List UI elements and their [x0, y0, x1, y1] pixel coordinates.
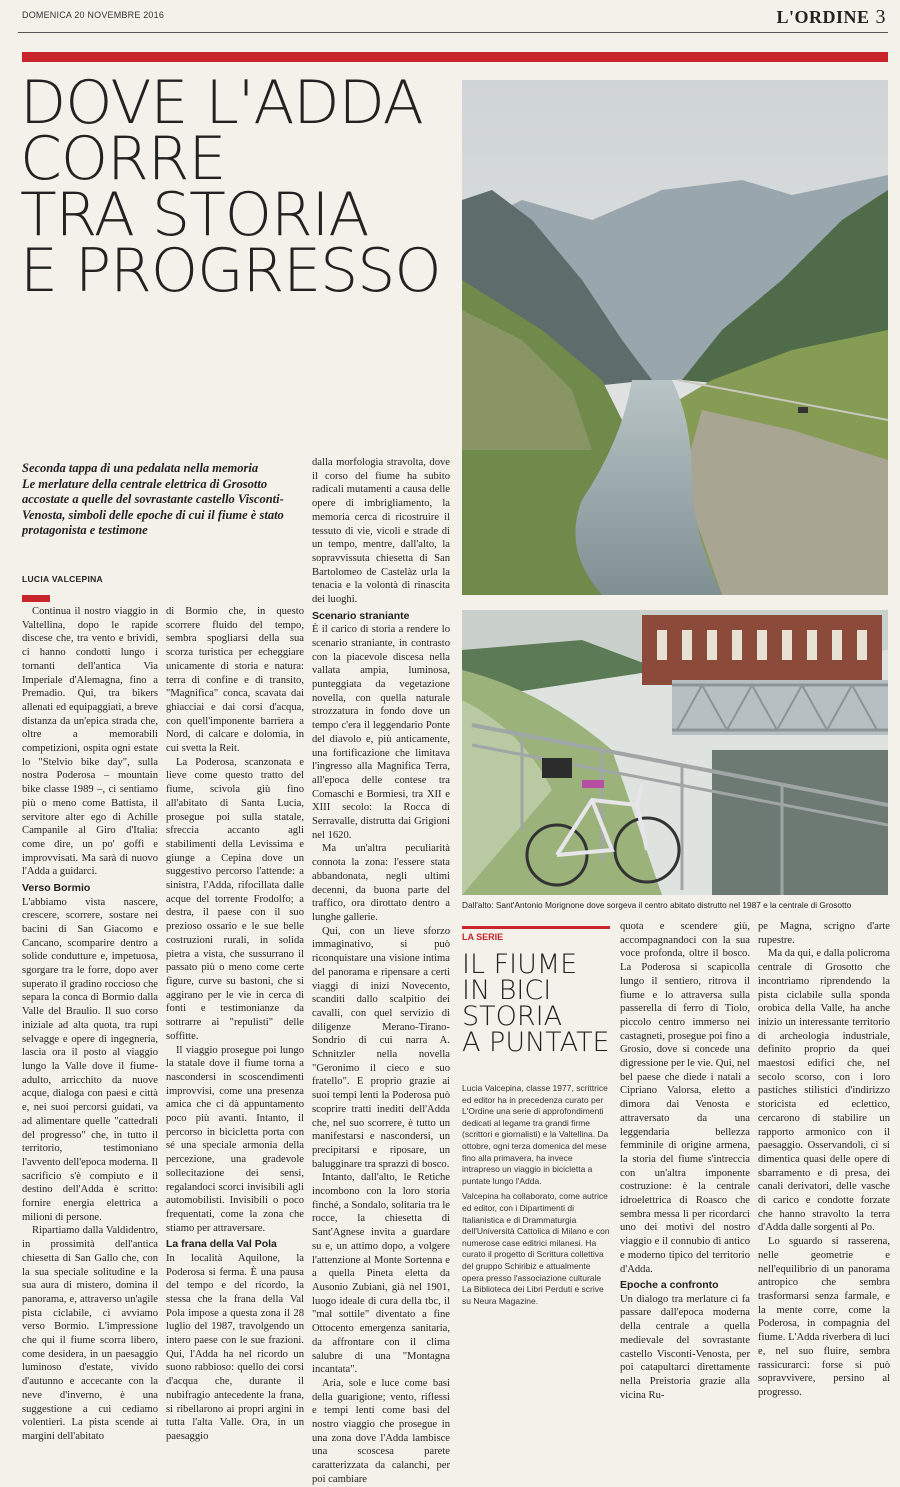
subheading: Scenario straniante: [312, 609, 410, 622]
byline-marker: [22, 595, 50, 602]
paragraph: In località Aquilone, la Poderosa si ferma. È una pausa del tempo e del ricordo, la stessa che la frana della Val Pola impose a questa zona il 28 luglio del 1987, travolgendo un intero paese con le sue frazioni. Qui, l'Adda ha nel ricordo un suono rabbioso: quello dei corsi d'acqua che, durante il nubifragio antecedente la frana, si ribellarono ai propri argini in tutta l'alta Valle. Ora, in un paesaggio: [166, 1252, 304, 1442]
series-headline-line: IN BICI: [462, 975, 552, 1006]
paragraph: Il viaggio prosegue poi lungo la statale dove il fiume torna a nascondersi in scoscendimenti improvvisi, come una presenza amica che ci dà appuntamento poco più avanti. Intanto, il percorso in bicicletta porta con sé una speciale armonia della percezione, una gradevole sollecitazione dei sensi, regalandoci scorci invisibili agli automobilisti. Invisibili o poco frequentati, come la zona che stiamo per attraversare.: [166, 1044, 304, 1234]
valley-river-photo: [462, 80, 888, 595]
article-column-2: [166, 605, 304, 1444]
series-headline-line: A PUNTATE: [462, 1027, 610, 1058]
dateline: DOMENICA 20 NOVEMBRE 2016: [22, 10, 165, 20]
series-headline-line: IL FIUME: [462, 949, 578, 980]
series-headline: [462, 949, 612, 1058]
article-column-1: [22, 605, 158, 1444]
series-body: [462, 1083, 612, 1311]
byline: LUCIA VALCEPINA: [22, 574, 103, 584]
paragraph: Continua il nostro viaggio in Valtellina, dopo le rapide discese che, tra vento e brividi, ci hanno condotti lungo i tornanti dell'antica Via Imperiale d'Alemagna, fino a Premadio. Qui, tra bikers allenati ed equipaggiati, a breve distanza da un'epica strada che, oltre a memorabili competizioni, ospita ogni estate lo "Stelvio bike day", sulla nostra Poderosa – mountain bike classe 1989 –, ci sentiamo più o meno come Battista, il servitore alter ego di Achille Campanile al Giro d'Italia: come dire, un po' goffi e improvvisati. Ma sarà di nuovo l'Adda a guidarci.: [22, 606, 158, 878]
paragraph: L'abbiamo vista nascere, crescere, scorrere, sostare nei bacini di San Giacomo e Cancano, scomparire dentro a solide condutture e, impetuosa, sgorgare tra le forre, dopo aver superato il gradino roccioso che separa la conca di Bormio dalla Valle del Braulio. Il suo corso iniziale ad alta quota, tra rupi selvagge e opere di ingegneria, lascia ora il posto al viaggio lungo la Valle dove il fiume-adulto, arricchito da nuove acque, dialoga con paesi e città e, nei suoi percorsi guidati, va ad alimentare quelle "cattedrali del progresso" che, in tutto il territorio, testimoniano l'avvento dell'epoca moderna. Il sacrificio s'è compiuto e il destino dell'Adda è scritto: fornire energia elettrica a milioni di persone.: [22, 896, 158, 1223]
paragraph: Un dialogo tra merlature ci fa passare dall'epoca moderna della centrale a quella medievale del sovrastante castello Visconti-Venosta, per poi catapultarci direttamente nella Preistoria grazie alla vicina Ru-: [620, 1293, 750, 1401]
valley-river-image: [462, 80, 888, 595]
masthead: [776, 6, 886, 29]
paragraph: È il carico di storia a rendere lo scenario straniante, in contrasto con la piacevole discesa nella vallata ampia, luminosa, punteggiata da vegetazione novella, con quella naturale strozzatura in fondo dove un tempo c'era il leggendario Ponte del diavolo e, più anticamente, una fortificazione che limitava l'ingresso alla Magnifica Terra, all'epoca delle contese tra Comaschi e Bormiesi, tra XII e XIII secolo: la Rocca di Serravalle, distrutta dai Grigioni nel 1620.: [312, 624, 450, 841]
deck: [22, 461, 310, 539]
header-rule: [18, 32, 888, 33]
paragraph: Qui, con un lieve sforzo immaginativo, si può riconquistare una visione intima del panorama e ripensare a certi viaggi di inizi Novecento, scanditi dallo scalpitio dei cavalli, con quel servizio di diligenze Merano-Tirano-Sondrio di cui narra A. Schnitzler nella novella "Geronimo il cieco e suo fratello". E proprio grazie ai suoi tempi lenti la Poderosa può scoprire tratti inediti dell'Adda che, nel suo scorrere, è tutto un manifestarsi e nascondersi, un precipitarsi e riposare, un balugginare tra sprazzi di bosco.: [312, 925, 450, 1170]
article-column-6: [758, 920, 890, 1400]
paragraph: di Bormio che, in questo scorrere fluido del tempo, sembra spogliarsi della sua scorza turistica per echeggiare unicamente di storia e natura: terra di confine e di transito, "Magnifica" conca, scavata dai ghiacciai e dai corsi d'acqua, con quell'imponente barriera a Nord, di calcare e dolomia, in cui svetta la Reit.: [166, 606, 304, 755]
photo-caption: Dall'alto: Sant'Antonio Morignone dove sorgeva il centro abitato distrutto nel 1987 e la centrale di Grosotto: [462, 900, 852, 910]
page-number: 3: [875, 6, 886, 28]
headline: [20, 68, 450, 306]
paragraph: Ma da qui, e dalla policroma centrale di Grosotto che incontriamo riprendendo la pista ciclabile sulla sponda orobica della Valle, ha anche inizio un interessante territorio di archeologia industriale, definito proprio da quei maestosi edifici che, nel secolo scorso, con i loro pastiches stilistici d'indirizzo storicista ed eclettico, cercarono di stabilire un rapporto armonico con il paesaggio. Osservandoli, ci si dimentica quasi delle opere di sbarramento e di presa, dei canali derivatori, delle vasche di carico e condotte forzate che hanno stravolto la terra d'Adda dalle sorgenti al Po.: [758, 948, 890, 1234]
paragraph: dalla morfologia stravolta, dove il corso del fiume ha subito radicali mutamenti a causa delle opere di imbrigliamento, la memoria cerca di ricostruire il tessuto di vie, vicoli e strade di un tempo, mentre, dall'alto, la sopravvissuta chiesetta di San Bartolomeo de Castelàz urla la tenacia e la volontà di rinascita dei luoghi.: [312, 457, 450, 606]
paragraph: quota e scendere giù, accompagnandoci con la sua voce profonda, oltre il bosco. La Poderosa si scapicolla lungo il sentiero, ritrova il fiume e lo attraversa sulla passerella di ferro di Tiolo, piccolo centro immerso nei castagneti, prosegue poi fino a Grosio, dove si concede una digressione per le vie. Qui, nel bel paese che diede i natali a Cipriano Valorsa, eletto a dimora dai Venosta e attraversato da una leggendaria bellezza femminile di origine armena, la storia del fiume s'intreccia con un'altra imponente costruzione: è la centrale idroelettrica di Roasco che sembra messa lì per ricordarci uno dei motivi del nostro viaggio e il connubio di antico e moderno tipico del territorio d'Adda.: [620, 921, 750, 1275]
series-label: LA SERIE: [462, 926, 610, 942]
masthead-title: L'ORDINE: [776, 7, 870, 27]
subheading: La frana della Val Pola: [166, 1238, 277, 1251]
paragraph: Aria, sole e luce come basi della guarigione; vento, riflessi e tempi lenti come basi del nostro viaggio che prosegue in una zona dove l'Adda lambisce una scoscesa parete caratterizzata da calanchi, per poi cambiare: [312, 1377, 450, 1485]
paragraph: pe Magna, scrigno d'arte rupestre.: [758, 921, 890, 946]
series-paragraph: Lucia Valcepina, classe 1977, scrittrice ed editor ha in precedenza curato per L'Ordine una serie di approfondimenti dedicati al legame tra grandi firme (scrittori e giornalisti) e la Valtellina. Da ottobre, ogni terza domenica del mese fino alla primavera, ha invece intrapreso un viaggio in bicicletta a puntate lungo l'Adda.: [462, 1083, 609, 1186]
headline-line: CORRE: [20, 124, 226, 194]
series-paragraph: Valcepina ha collaborato, come autrice ed editor, con i Dipartimenti di Italianistica e di Drammaturgia dell'Università Cattolica di Milano e con numerose case editrici milanesi. Ha curato il progetto di Scrittura collettiva del gruppo Schiribiz e attualmente opera presso l'associazione culturale La Biblioteca dei Libri Perduti e scrive su Neura Magazine.: [462, 1191, 610, 1306]
deck-rest: Le merlature della centrale elettrica di Grosotto accostate a quelle del sovrastante castello Visconti-Venosta, simboli delle epoche di cui il fiume è stato protagonista e testimone: [22, 476, 284, 537]
series-headline-line: STORIA: [462, 1001, 563, 1032]
headline-line: E PROGRESSO: [20, 236, 441, 306]
paragraph: Lo sguardo si rasserena, nelle geometrie e nell'equilibrio di un panorama antropico che sembra trasformarsi senza farmale, e la mente corre, come la Poderosa, in compagnia del fiume. L'Adda riverbera di luci e, nel suo fluire, sembra rassicurarci: forse si può sopravvivere, persino al progresso.: [758, 1236, 890, 1398]
subheading: Verso Bormio: [22, 882, 91, 895]
deck-lead: Seconda tappa di una pedalata nella memoria: [22, 461, 259, 475]
accent-bar: [22, 52, 888, 62]
bicycle-bridge-image: [462, 610, 888, 895]
headline-line: DOVE L'ADDA: [20, 68, 423, 138]
bicycle-power-station-photo: [462, 610, 888, 895]
article-column-3: [312, 456, 450, 1487]
paragraph: Ma un'altra peculiarità connota la zona: l'essere stata abbandonata, negli ultimi decenni, da buona parte del traffico, ora dirottato dentro a lunghe gallerie.: [312, 843, 450, 923]
subheading: Epoche a confronto: [620, 1279, 719, 1292]
paragraph: La Poderosa, scanzonata e lieve come questo tratto del fiume, scivola giù fino all'abitato di Santa Lucia, prosegue poi sulla statale, sfreccia accanto agli stabilimenti della Levissima e giunge a Cepina dove un suggestivo percorso l'attende: a sinistra, l'Adda, rifocillata dalle acque del torrente Frodolfo; a destra, il paese con il suo prezioso ossario e le sue belle costruzioni rurali, in solida pietra a vista, che sussurrano il passato più o meno come certe figure, curve su bastoni, che si aggirano per le vie in cerca di fonti e testimonianze da sottrarre ai "repulisti" delle soffitte.: [166, 756, 304, 1042]
headline-line: TRA STORIA: [20, 180, 369, 250]
paragraph: Intanto, dall'alto, le Retiche incombono con la loro storia finché, a Sondalo, solitaria tra le rocce, la chiesetta di Sant'Agnese invita a guardare su e, un attimo dopo, a volgere l'attenzione al Monte Sortenna e a quella Pineta eletta da Ausonio Zubiani, già nel 1901, luogo ideale di cura della tbc, il "mal sottile" diventato a fine Ottocento emergenza sanitaria, da affrontare con il clima salubre di una "Montagna incantata".: [312, 1172, 450, 1376]
paragraph: Ripartiamo dalla Valdidentro, in prossimità dell'antica chiesetta di San Gallo che, con la sua speciale solitudine e la sua aura di mistero, domina il panorama, e, attraverso un'agile pista ciclabile, ci avviamo verso Bormio. L'impressione che qui il fiume scorra libero, come desidera, in un paesaggio luminoso d'estate, vivido d'autunno e accecante con la neve d'inverno, è una suggestione a cui cediamo volentieri. La pista scende ai margini dell'abitato: [22, 1225, 158, 1442]
article-column-5: [620, 920, 750, 1402]
